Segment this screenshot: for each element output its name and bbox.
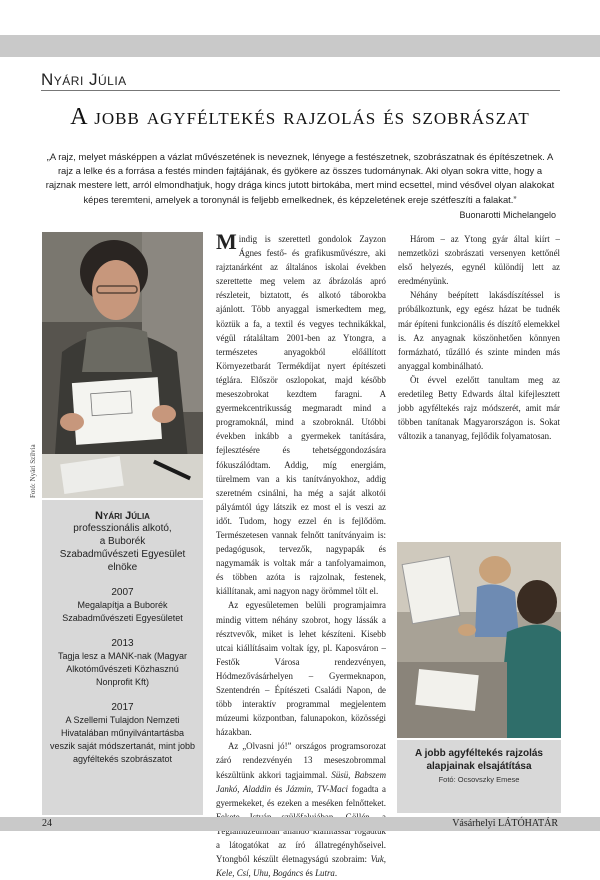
italic-titles: Jázmin, TV-Maci [285,783,349,794]
header-rule [41,90,560,91]
drop-cap: M [216,229,237,254]
body-paragraph: Három – az Ytong gyár által kiírt – nemzetközi szobrászati versenyen kettőnél első helyezés, egynél különdíj lett az eredményünk. [398,234,560,287]
paragraph-text: . [334,868,338,879]
bio-box [42,500,203,815]
bio-entry-text: A Szellemi Tulajdon Nemzeti Hivatalában műnyilvántartásba veszik saját módszertanát, mint jobb agyféltekés szobrászatot [49,715,196,764]
workshop-illustration [397,542,561,738]
portrait-illustration [42,232,203,498]
paragraph-text: Az „Olvasni jó!” országos programsorozat záró rendezvényén 13 meseszobrommal készültünk akkori tagjaimmal. [216,741,386,780]
quote-author: Buonarotti Michelangelo [459,210,556,220]
portrait-photo-credit: Fotó: Nyári Szilvia [29,444,37,498]
photo-caption: A jobb agyféltekés rajzolás alapjainak elsajátítása [414,748,543,772]
page-number: 24 [42,818,52,829]
bio-year: 2013 [111,638,134,649]
top-bar [0,35,600,57]
article-title: A jobb agyféltekés rajzolás és szobrászat [70,104,530,130]
body-paragraph: Az egyesületemen belüli programjaimra mindig vittem néhány szobrot, hogy lássák a résztvevők, miket is lehet készíteni. Kisebb utcai kiállításaim voltak így, pl. Kaposváron – Festők Városa rendezvényen, Hódmezővásárhelyen – Gyermeknapon, Szentendrén – Építészeti Családi Napon, de több interaktív programmal megjelentem múzeumi központban, falunapokon, közösségi házakban. [216,600,386,738]
opening-quote: „A rajz, melyet másképpen a vázlat művészetének is neveznek, lényege a festészetnek, szobrászatnak és építészetnek. A rajz a lelke és a forrása a festés minden fajtájának, és gyökere az összes tudománynak. Aki olyan sokra vitte, hogy a rajznak mestere lett, arról elmondhatjuk, hogy drága kincs jutott birtokába, mert mind ecsettel, mind vésővel olyan alakokat képes teremteni, amelyek a toronynál is feljebb emelkednek, és képzeletének ereje szétfeszíti a falakat.” [45,151,555,205]
bio-role-line: a Buborék [99,536,146,547]
workshop-photo [397,542,561,738]
bio-entry-text: Tagja lesz a MANK-nak (Magyar Alkotóművészeti Közhasznú Nonprofit Kft) [57,651,188,687]
paragraph-text: indig is szerettetl gondolok Zayzon Ágnes festő- és grafikusművészre, aki rajztanárként az általános iskolai években szerettette meg velem az ábrázolás apró részleteit, biztatott, és alkotó táborokba ajánlott. Több anyaggal ismerkedtem meg, köztük a fa, a textil és vegyes technikákkal, végül rátaláltam 2001-ben az Ytongra, a természetes anyagokból előállított Környezetbarát Termékdíjat nyert építészeti téglára. Először oszlopokat, majd később meseszobrokat kezdtem faragni. A gyermekcentrikusság megmaradt mind a programoknál, mind a szobroknál. Utóbbi években inkább a gyermekek tanítására, fejlesztésére és tehetséggondozására fókuszálódtam. Addig, míg energiám, türelmem van a kis tanítványokhoz, addig szeretném csinálni, ha még a saját alkotói pályámtól úgy látszik ez most el is veszi az időt. Tudom, hogy ezzel én is fejlődöm. Természetesen vannak felnőtt tanítványaim is: pedagógusok, tervezők, nagypapák és nagymamák is voltak már a tanfolyamaimon, és többen azóta is rajzolnak, festenek, kiállítanak, ami nagyon nagy örömmel tölt el. [216,234,386,597]
italic-titles: Lutra [315,868,335,879]
italic-titles: Vuk, Kele, Csí, Uhu, Bogáncs [216,854,386,879]
bio-name: Nyári Júlia [95,510,150,522]
photo-credit: Fotó: Ocsovszky Emese [438,775,520,784]
body-paragraph [216,739,386,880]
workshop-photo-caption-box [397,740,561,813]
portrait-photo [42,232,203,498]
article-column-1 [216,229,386,880]
author-name: Nyári Júlia [41,70,127,89]
bio-entry-text: Megalapítja a Buborék Szabadművészeti Egyesületet [62,600,183,623]
bio-role-line: professzionális alkotó, [73,523,172,534]
paragraph-text: és [303,868,316,879]
body-paragraph [216,229,386,598]
bio-year: 2007 [111,587,134,598]
italic-titles: Süsü, Babszem Jankó, Aladdin [216,769,386,794]
article-column-2 [398,232,560,443]
body-paragraph: Néhány beépített lakásdíszítéssel is próbálkoztunk, egy egész házat be tudnék már építeni funkcionális és díszítő elemekkel is. Az anyagnak köszönhetően könnyen formázható, tűzálló és szinte minden más anyaggal kombinálható. [398,290,560,371]
bio-role-line: elnöke [107,562,138,573]
body-paragraph: Öt évvel ezelőtt tanultam meg az eredetileg Betty Edwards által kifejlesztett jobb agyféltekés rajz módszerét, amit már többen tanítanak Magyarországon is. Sokat változik a tananyag, fejlődik folyamatosan. [398,374,560,442]
paragraph-text: és [271,783,286,794]
magazine-name: Vásárhelyi LÁTÓHATÁR [452,818,558,829]
bio-year: 2017 [111,702,134,713]
bio-role-line: Szabadművészeti Egyesület [59,549,186,560]
paragraph-text: fogadta a gyermekeket, és ezeken a meséken felnőtteket. a látogatókat az író állatregényhőseivel. Ytongból készült életnagyságú szobraim: [216,783,386,865]
